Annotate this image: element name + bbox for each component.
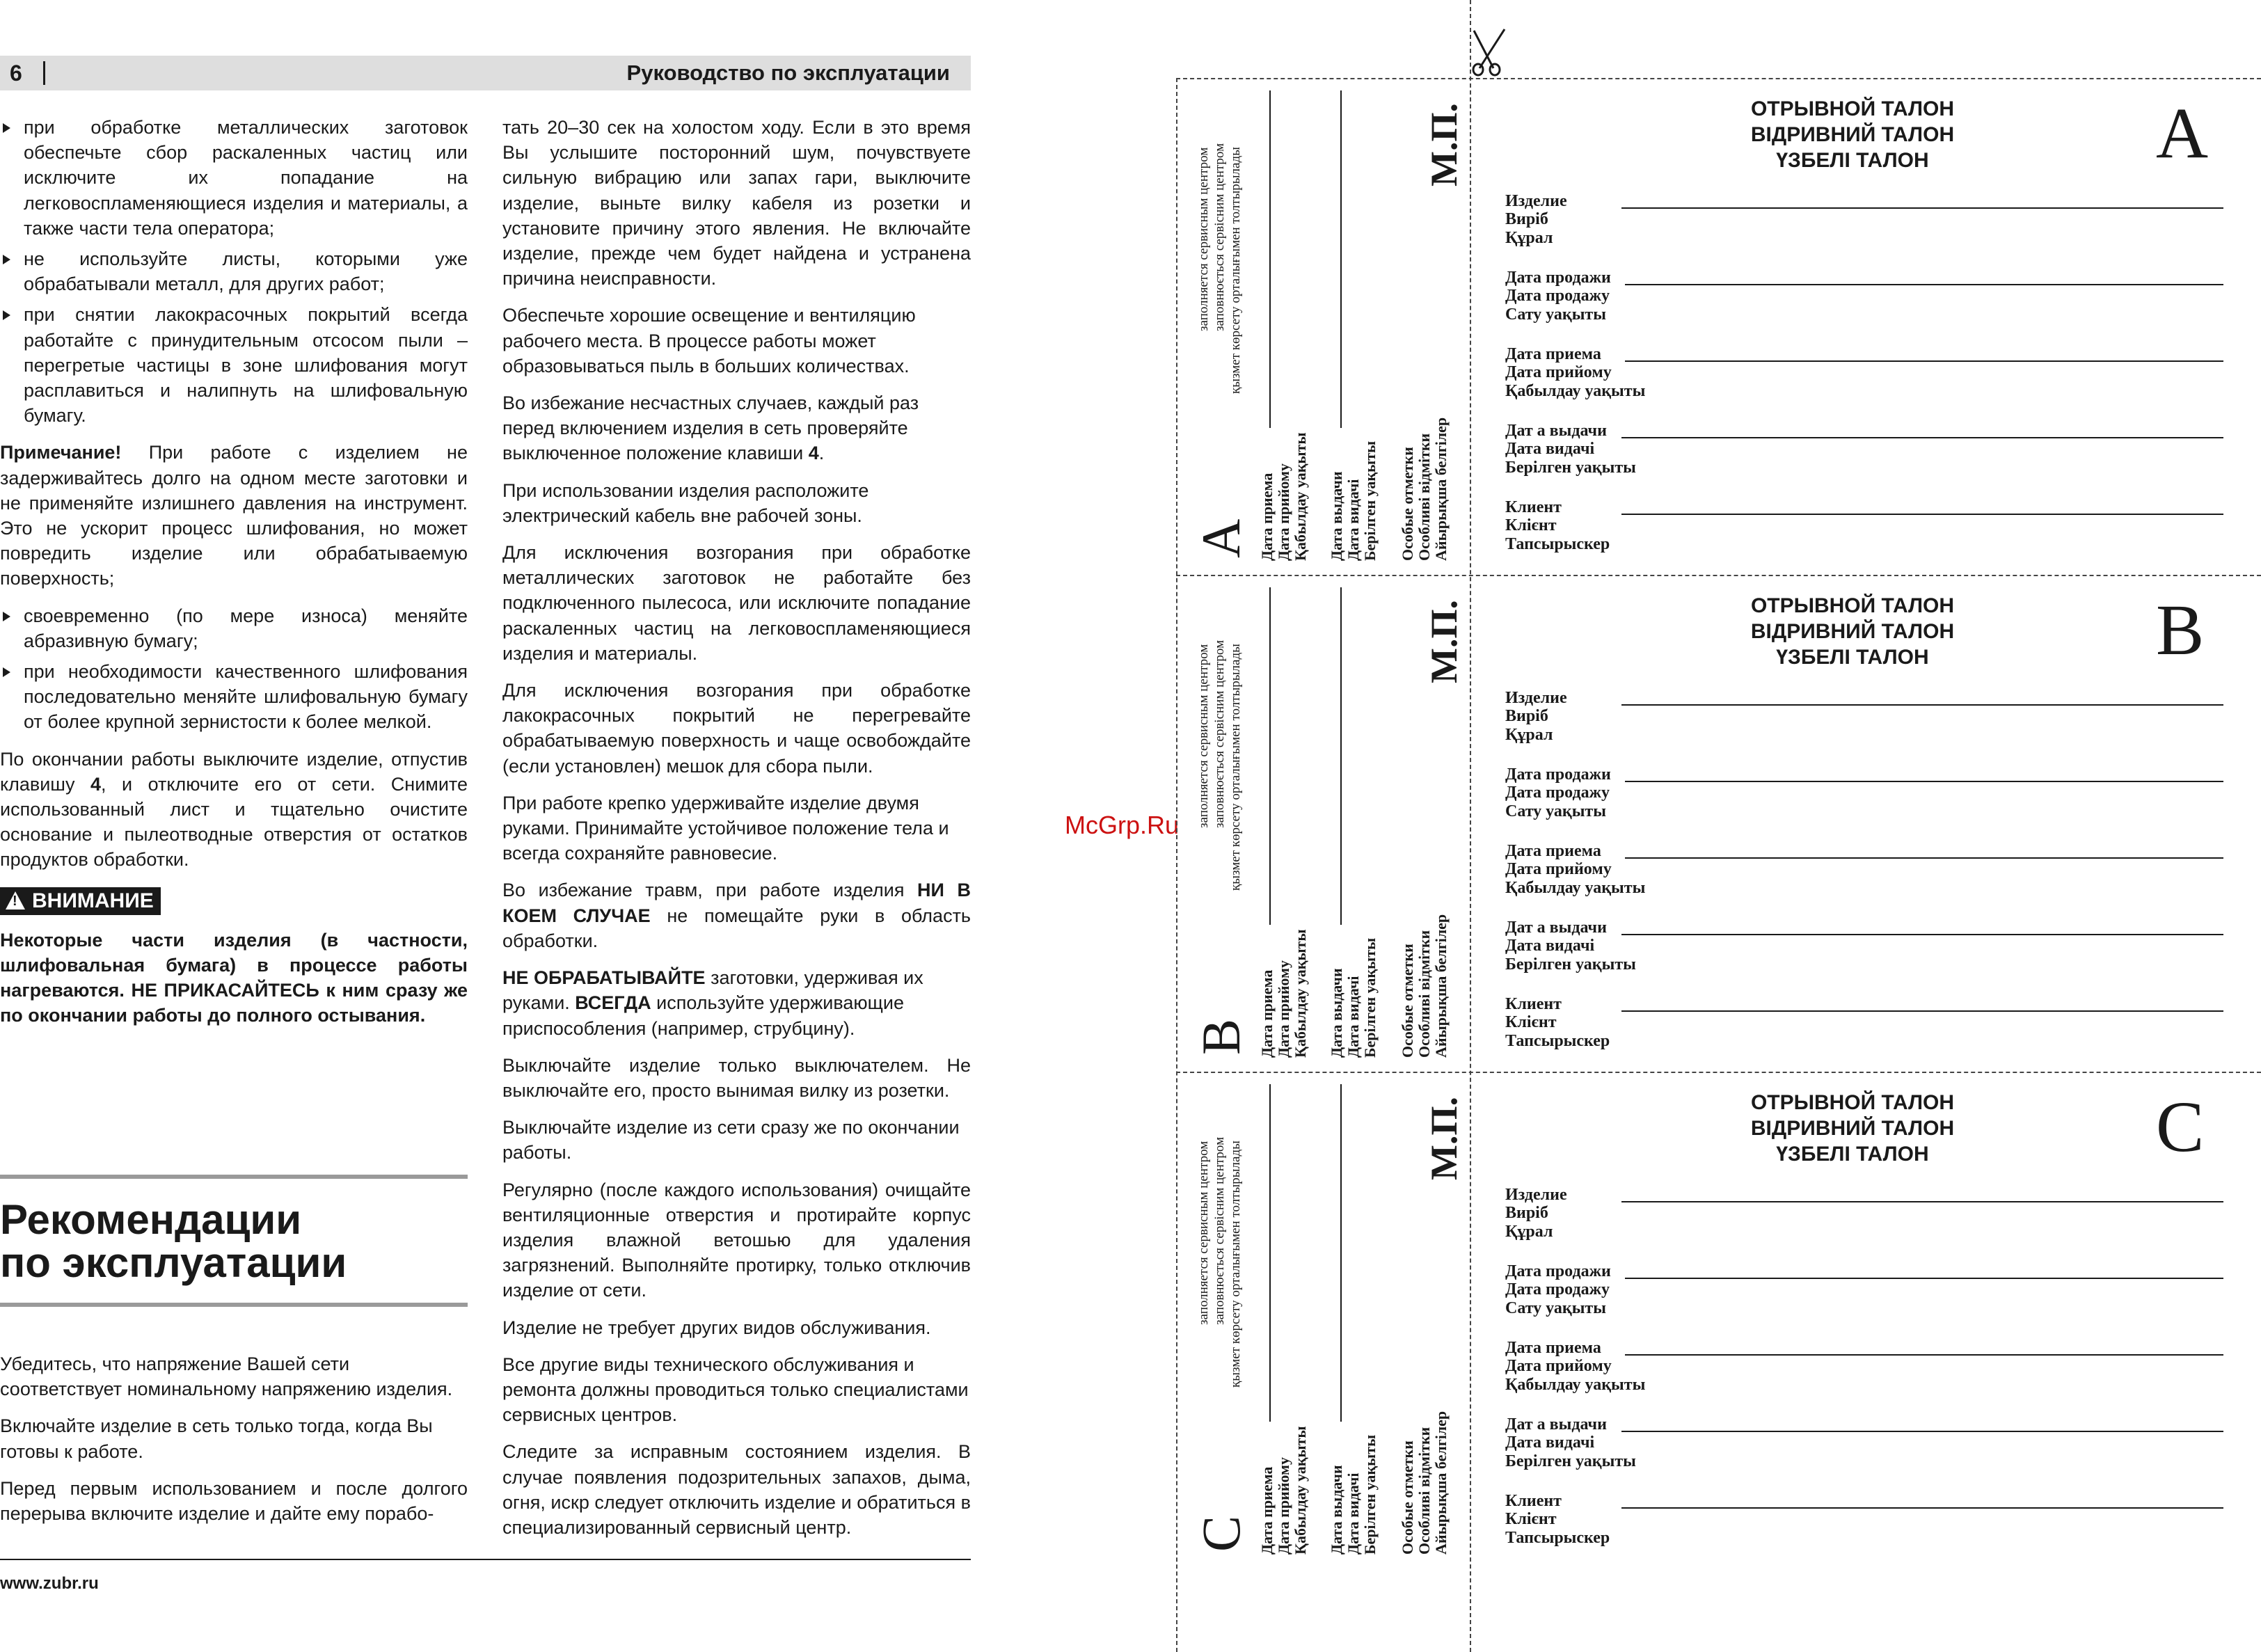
coupon-field-label: Дата приема bbox=[1505, 345, 1601, 363]
list-item: при обработке металлических заготовок обеспечьте сбор раскаленных частиц или исключите их попадание на легковоспламеняющиеся изделия и материалы, а также части тела оператора; bbox=[0, 115, 468, 241]
coupon-field-label: Берілген уақыты bbox=[1505, 955, 1636, 974]
coupon-field-label: Қабылдау уақыты bbox=[1505, 879, 1646, 897]
coupon-field-label: Дата прийому bbox=[1505, 860, 1612, 878]
coupon-fill-line[interactable] bbox=[1625, 857, 2223, 859]
section-title: Рекомендации по эксплуатации bbox=[0, 1196, 347, 1286]
stub-receive-kz: Қабылдау уақыты bbox=[1292, 1426, 1309, 1555]
coupon-fill-line[interactable] bbox=[1621, 207, 2223, 209]
coupon-fill-line[interactable] bbox=[1625, 781, 2223, 782]
stub-service-kz: қызмет көрсету орталығымен толтырылады bbox=[1228, 1141, 1243, 1388]
coupon-title: ОТРЫВНОЙ ТАЛОН ВІДРИВНИЙ ТАЛОН ҮЗБЕЛІ ТАЛОН bbox=[1750, 594, 1955, 669]
coupon-field-label: Дата приема bbox=[1505, 842, 1601, 860]
paragraph: При работе крепко удерживайте изделие двумя руками. Принимайте устойчивое положение тела и всегда сохраняйте равновесие. bbox=[502, 792, 949, 864]
coupon-field-label: Дата продажи bbox=[1505, 1262, 1611, 1280]
coupon-field-label: Дата продажу bbox=[1505, 1280, 1610, 1298]
paragraph: Во избежание травм, при работе изделия НИ В КОЕМ СЛУЧАЕ не помещайте руки в область обработки. bbox=[502, 880, 971, 951]
coupon-field-label: Дат а выдачи bbox=[1505, 422, 1607, 440]
list-item: своевременно (по мере износа) меняйте абразивную бумагу; bbox=[0, 603, 468, 653]
coupon-field-label: Дата продажу bbox=[1505, 287, 1610, 305]
coupon-field-label: Дата продажи bbox=[1505, 765, 1611, 784]
stub-signature-line bbox=[1340, 587, 1342, 925]
stub-service-kz: қызмет көрсету орталығымен толтырылады bbox=[1228, 644, 1243, 891]
bullet-list-top bbox=[0, 115, 468, 428]
coupon-field-label: Дата видачі bbox=[1505, 1433, 1595, 1452]
paragraph: Выключайте изделие из сети сразу же по окончании работы. bbox=[502, 1117, 960, 1163]
paragraph: При использовании изделия расположите электрический кабель вне рабочей зоны. bbox=[502, 479, 869, 526]
coupon-field-label: Клиент bbox=[1505, 995, 1562, 1013]
stamp-label: М.П. bbox=[1423, 1097, 1465, 1180]
coupon-field-label: Тапсырыскер bbox=[1505, 535, 1610, 553]
note-paragraph: Примечание! При работе с изделием не задерживайтесь долго на одном месте заготовки и не применяйте излишнего давления на инструмент. Это не ускорит процесс шлифования, но может повредить изделие или обрабатываемую поверхность; bbox=[0, 442, 468, 589]
coupon-field-label: Виріб bbox=[1505, 1204, 1548, 1222]
coupon-fill-line[interactable] bbox=[1625, 360, 2223, 362]
coupon-field-label: Құрал bbox=[1505, 229, 1553, 247]
coupon-field-label: Қабылдау уақыты bbox=[1505, 382, 1646, 400]
coupon-field-label: Тапсырыскер bbox=[1505, 1529, 1610, 1547]
coupon-field-label: Виріб bbox=[1505, 210, 1548, 228]
stub-marks-ru: Особые отметки bbox=[1399, 1440, 1416, 1555]
watermark: McGrp.Ru bbox=[1065, 811, 1180, 839]
paragraph: Обеспечьте хорошие освещение и вентиляцию рабочего места. В процессе работы может образовываться пыль в больших количествах. bbox=[502, 305, 916, 376]
stub-signature-line bbox=[1269, 587, 1271, 925]
stub-letter: A bbox=[1191, 518, 1251, 558]
note-label: Примечание! bbox=[0, 442, 122, 463]
coupon-letter: B bbox=[2156, 590, 2205, 670]
stamp-label: М.П. bbox=[1423, 103, 1465, 186]
coupon-field-label: Дата приема bbox=[1505, 1339, 1601, 1357]
stub-marks-ua: Особливі відмітки bbox=[1415, 1427, 1433, 1555]
stub-marks-ru: Особые отметки bbox=[1399, 944, 1416, 1058]
paragraph: Во избежание несчастных случаев, каждый раз перед включением изделия в сеть проверяйте выключенное положение клавиши 4. bbox=[502, 392, 919, 464]
page-number: 6 bbox=[10, 61, 22, 86]
coupon-field-label: Дата продажи bbox=[1505, 269, 1611, 287]
coupon-fill-line[interactable] bbox=[1621, 437, 2223, 438]
paragraph: тать 20–30 сек на холостом ходу. Если в это время Вы услышите посторонний шум, почувствуете сильную вибрацию или запах гари, выключите изделие, выньте вилку кабеля из розетки и установите причину этого явления. Не включайте изделие, прежде чем будет найдена и устранена причина неисправности. bbox=[502, 117, 971, 289]
page-header bbox=[0, 56, 971, 90]
coupon-field-label: Виріб bbox=[1505, 707, 1548, 725]
stub-marks-kz: Айырықша белгілер bbox=[1432, 1411, 1450, 1555]
cut-line-ab bbox=[1176, 575, 2261, 576]
list-item: не используйте листы, которыми уже обрабатывали металл, для других работ; bbox=[0, 246, 468, 296]
cut-line-main bbox=[1470, 0, 1471, 1652]
list-item: при необходимости качественного шлифования последовательно меняйте шлифовальную бумагу от более крупной зернистости к более мелкой. bbox=[0, 659, 468, 735]
stub-receive-kz: Қабылдау уақыты bbox=[1292, 432, 1309, 561]
stub-receive-ua: Дата прийому bbox=[1275, 1457, 1292, 1555]
coupon-field-label: Сату уақыты bbox=[1505, 802, 1606, 820]
coupon-field-label: Сату уақыты bbox=[1505, 305, 1606, 324]
coupon-letter: A bbox=[2156, 93, 2209, 173]
stub-marks-ru: Особые отметки bbox=[1399, 447, 1416, 561]
warning-icon bbox=[6, 891, 25, 910]
section-rule-bottom bbox=[0, 1303, 468, 1307]
stub-signature-line bbox=[1269, 90, 1271, 428]
stub-issue-kz: Берілген уақыты bbox=[1361, 1434, 1379, 1555]
paragraph: Для исключения возгорания при обработке лакокрасочных покрытий не перегревайте обрабатываемую поверхность и чаще освобождайте (если установлен) мешок для сбора пыли. bbox=[502, 680, 971, 777]
coupon-field-label: Изделие bbox=[1505, 689, 1567, 707]
coupon-field-label: Изделие bbox=[1505, 192, 1567, 210]
stub-receive-ua: Дата прийому bbox=[1275, 463, 1292, 561]
coupon-field-label: Дата видачі bbox=[1505, 937, 1595, 955]
coupon-fill-line[interactable] bbox=[1621, 1507, 2223, 1509]
stub-service-ru: заполняется сервисным центром bbox=[1196, 1141, 1211, 1325]
coupon-field-label: Клиент bbox=[1505, 498, 1562, 516]
coupon-field-label: Сату уақыты bbox=[1505, 1299, 1606, 1317]
stub-issue-ua: Дата видачі bbox=[1344, 976, 1362, 1058]
coupon-letter: C bbox=[2156, 1087, 2205, 1167]
paragraph: НЕ ОБРАБАТЫВАЙТЕ заготовки, удерживая их руками. ВСЕГДА используйте удерживающие приспособления (например, струбцину). bbox=[502, 967, 923, 1039]
paragraph: Для исключения возгорания при обработке металлических заготовок не работайте без подключенного пылесоса, или исключите попадание раскаленных частиц на легковоспламеняющиеся изделия и материалы. bbox=[502, 542, 971, 664]
coupon-fill-line[interactable] bbox=[1621, 934, 2223, 935]
stub-marks-kz: Айырықша белгілер bbox=[1432, 914, 1450, 1058]
coupon-fill-line[interactable] bbox=[1621, 1431, 2223, 1432]
stub-signature-line bbox=[1269, 1084, 1271, 1422]
stub-letter: B bbox=[1191, 1018, 1251, 1055]
stub-receive-kz: Қабылдау уақыты bbox=[1292, 929, 1309, 1058]
coupon-field-label: Дат а выдачи bbox=[1505, 1415, 1607, 1433]
stub-service-ua: заповнюється сервісним центром bbox=[1212, 143, 1227, 331]
stub-letter: C bbox=[1191, 1515, 1251, 1552]
coupon-field-label: Клієнт bbox=[1505, 1510, 1557, 1528]
cut-line-top bbox=[1176, 78, 2261, 79]
cut-line-bc bbox=[1176, 1072, 2261, 1073]
coupon-fill-line[interactable] bbox=[1621, 704, 2223, 706]
paragraph: Убедитесь, что напряжение Вашей сети соответствует номинальному напряжению изделия. bbox=[0, 1353, 453, 1400]
stub-service-ua: заповнюється сервісним центром bbox=[1212, 640, 1227, 828]
stub-service-ua: заповнюється сервісним центром bbox=[1212, 1136, 1227, 1325]
coupon-field-label: Дата прийому bbox=[1505, 363, 1612, 381]
list-item: при снятии лакокрасочных покрытий всегда работайте с принудительным отсосом пыли – перегретые частицы в зоне шлифования могут расплавиться и налипнуть на шлифовальную бумагу. bbox=[0, 302, 468, 428]
stub-issue-ru: Дата выдачи bbox=[1328, 968, 1345, 1058]
coupon-field-label: Дата продажу bbox=[1505, 784, 1610, 802]
paragraph: Изделие не требует других видов обслуживания. bbox=[502, 1317, 931, 1338]
stub-issue-ua: Дата видачі bbox=[1344, 479, 1362, 561]
footer-rule bbox=[0, 1559, 971, 1560]
stub-service-kz: қызмет көрсету орталығымен толтырылады bbox=[1228, 147, 1243, 394]
recommendations-text bbox=[0, 1351, 468, 1538]
paragraph: Включайте изделие в сеть только тогда, когда Вы готовы к работе. bbox=[0, 1415, 433, 1462]
stub-issue-kz: Берілген уақыты bbox=[1361, 937, 1379, 1058]
bullet-list-mid bbox=[0, 603, 468, 735]
stub-marks-kz: Айырықша белгілер bbox=[1432, 417, 1450, 561]
stub-signature-line bbox=[1340, 90, 1342, 428]
coupon-field-label: Клієнт bbox=[1505, 516, 1557, 534]
finish-paragraph: По окончании работы выключите изделие, отпустив клавишу 4, и отключите его от сети. Снимите использованный лист и тщательно очистите основание и пылеотводные отверстия от остатков продуктов обработки. bbox=[0, 748, 468, 871]
coupon-title: ОТРЫВНОЙ ТАЛОН ВІДРИВНИЙ ТАЛОН ҮЗБЕЛІ ТАЛОН bbox=[1750, 1091, 1955, 1166]
stub-marks-ua: Особливі відмітки bbox=[1415, 433, 1433, 561]
footer-url: www.zubr.ru bbox=[0, 1574, 99, 1593]
stub-receive-ru: Дата приема bbox=[1258, 472, 1276, 561]
coupon-fill-line[interactable] bbox=[1625, 284, 2223, 285]
coupon-field-label: Дата прийому bbox=[1505, 1357, 1612, 1375]
stub-issue-ua: Дата видачі bbox=[1344, 1472, 1362, 1555]
coupon-fill-line[interactable] bbox=[1621, 514, 2223, 515]
coupon-field-label: Тапсырыскер bbox=[1505, 1032, 1610, 1050]
paragraph: Регулярно (после каждого использования) очищайте вентиляционные отверстия и протирайте корпус изделия влажной ветошью для удаления загрязнений. Выполняйте протирку, только отключив изделие от сети. bbox=[502, 1179, 971, 1301]
coupon-field-label: Құрал bbox=[1505, 726, 1553, 744]
warning-paragraph: Некоторые части изделия (в частности, шлифовальная бумага) в процессе работы нагреваются. НЕ ПРИКАСАЙТЕСЬ к ним сразу же по окончании работы до полного остывания. bbox=[0, 929, 468, 1026]
coupon-field-label: Изделие bbox=[1505, 1186, 1567, 1204]
section-rule-top bbox=[0, 1175, 468, 1179]
stub-service-ru: заполняется сервисным центром bbox=[1196, 147, 1211, 331]
stub-receive-ua: Дата прийому bbox=[1275, 960, 1292, 1058]
coupon-title: ОТРЫВНОЙ ТАЛОН ВІДРИВНИЙ ТАЛОН ҮЗБЕЛІ ТАЛОН bbox=[1750, 97, 1955, 172]
coupon-fill-line[interactable] bbox=[1621, 1010, 2223, 1012]
stub-signature-line bbox=[1340, 1084, 1342, 1422]
coupon-field-label: Берілген уақыты bbox=[1505, 459, 1636, 477]
stub-issue-ru: Дата выдачи bbox=[1328, 471, 1345, 561]
stub-receive-ru: Дата приема bbox=[1258, 1466, 1276, 1555]
paragraph: Перед первым использованием и после долгого перерыва включите изделие и дайте ему порабо- bbox=[0, 1477, 468, 1525]
stub-issue-kz: Берілген уақыты bbox=[1361, 440, 1379, 561]
header-divider bbox=[43, 61, 45, 85]
right-text-column bbox=[502, 115, 971, 1552]
stamp-label: М.П. bbox=[1423, 600, 1465, 683]
warning-badge: !ВНИМАНИЕ bbox=[0, 887, 161, 915]
cut-line-stub-edge bbox=[1176, 78, 1177, 1652]
paragraph: Выключайте изделие только выключателем. Не выключайте его, просто вынимая вилку из розетки. bbox=[502, 1054, 971, 1101]
paragraph: Все другие виды технического обслуживания и ремонта должны проводиться только специалистами сервисных центров. bbox=[502, 1353, 969, 1426]
left-text-column bbox=[0, 115, 468, 1040]
scissors-icon bbox=[1466, 26, 1514, 77]
header-title: Руководство по эксплуатации bbox=[626, 61, 950, 85]
coupon-field-label: Дат а выдачи bbox=[1505, 919, 1607, 937]
coupon-field-label: Берілген уақыты bbox=[1505, 1452, 1636, 1470]
coupon-fill-line[interactable] bbox=[1625, 1278, 2223, 1279]
stub-receive-ru: Дата приема bbox=[1258, 969, 1276, 1058]
coupon-fill-line[interactable] bbox=[1621, 1201, 2223, 1202]
coupon-field-label: Клиент bbox=[1505, 1492, 1562, 1510]
coupon-field-label: Қабылдау уақыты bbox=[1505, 1376, 1646, 1394]
coupon-field-label: Дата видачі bbox=[1505, 440, 1595, 458]
stub-issue-ru: Дата выдачи bbox=[1328, 1465, 1345, 1555]
paragraph: Следите за исправным состоянием изделия. В случае появления подозрительных запахов, дыма, огня, искр следует отключить изделие и обратиться в специализированный сервисный центр. bbox=[502, 1441, 971, 1538]
coupon-field-label: Клієнт bbox=[1505, 1013, 1557, 1031]
coupon-field-label: Құрал bbox=[1505, 1223, 1553, 1241]
coupon-fill-line[interactable] bbox=[1625, 1354, 2223, 1356]
stub-service-ru: заполняется сервисным центром bbox=[1196, 644, 1211, 828]
stub-marks-ua: Особливі відмітки bbox=[1415, 930, 1433, 1058]
